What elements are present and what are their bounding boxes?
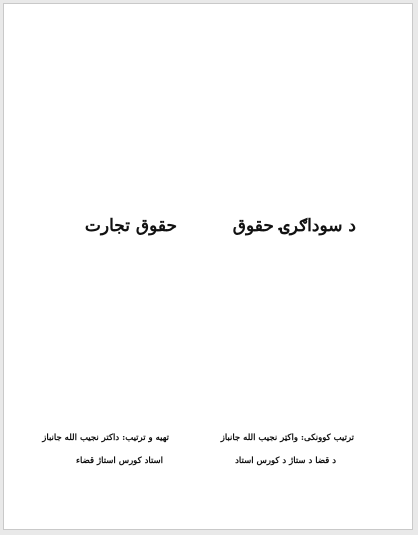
dari-compiler: تهیه و ترتیب: داکتر نجیب الله جانباز (42, 433, 169, 443)
dari-position: استاد کورس استاژ قضاء (76, 456, 163, 466)
pashto-compiler: ترتیب کوونکی: واکټر نجیب الله جانباز (220, 433, 354, 443)
document-page (3, 3, 413, 530)
dari-title: حقوق تجارت (84, 216, 177, 236)
pashto-title: د سوداګرۍ حقوق (232, 216, 356, 236)
pashto-position: د قضا د ستاژ د کورس استاد (235, 456, 336, 466)
